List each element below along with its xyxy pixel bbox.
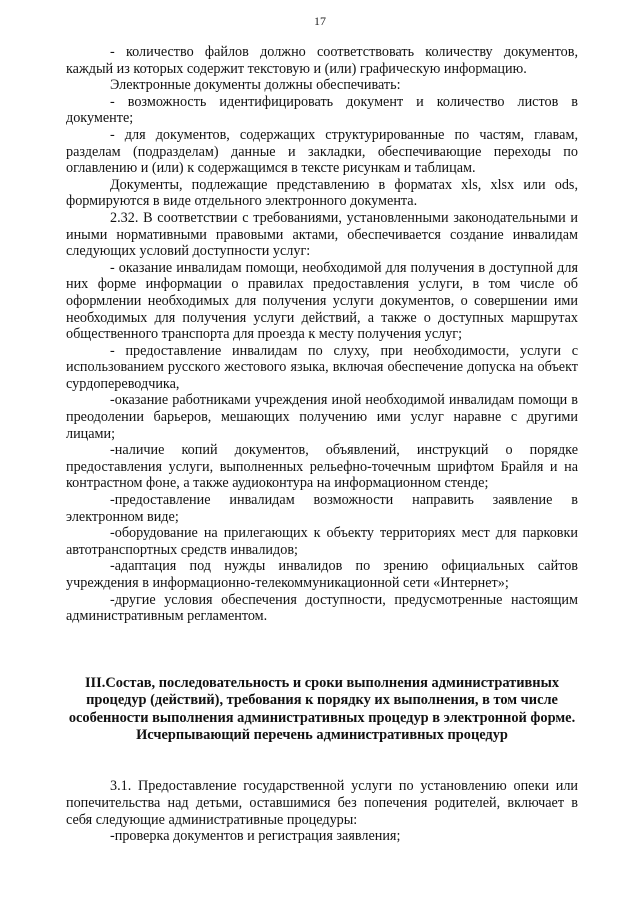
- paragraph-identify-document: - возможность идентифицировать документ и количество листов в документе;: [66, 93, 578, 127]
- list-item-assistance: - оказание инвалидам помощи, необходимой для получения в доступной для них форме информации о правилах предоставления услуги, в том числе об оформлении необходимых для получения услуги документов, о совершении ими необходимых для получения услуги действий, а также о доступных маршрутах общественного транспорта для проезда к месту получения услуг;: [66, 259, 578, 343]
- list-item-staff-help: -оказание работниками учреждения иной необходимой инвалидам помощи в преодолении барьеров, мешающих получению ими услуг наравне с другими лицами;: [66, 392, 578, 442]
- list-item-other-conditions: -другие условия обеспечения доступности, предусмотренные настоящим административным регламентом.: [66, 591, 578, 625]
- list-item-sign-language: - предоставление инвалидам по слуху, при необходимости, услуги с использованием русского жестового языка, включая обеспечение допуска на объект сурдопереводчика,: [66, 342, 578, 392]
- list-item-website-adaptation: -адаптация под нужды инвалидов по зрению официальных сайтов учреждения в информационно-телекоммуникационной сети «Интернет»;: [66, 558, 578, 591]
- page-number: 17: [314, 14, 326, 28]
- paragraph-xls-formats: Документы, подлежащие представлению в форматах xls, xlsx или ods, формируются в виде отдельного электронного документа.: [66, 176, 578, 210]
- paragraph-clause-3-1: 3.1. Предоставление государственной услуги по установлению опеки или попечительства над детьми, оставшимися без попечения родителей, включает в себя следующие административные процедуры:: [66, 778, 578, 828]
- paragraph-clause-2-32: 2.32. В соответствии с требованиями, установленными законодательными и иными нормативными правовыми актами, обеспечивается создание инвалидам следующих условий доступности услуг:: [66, 209, 578, 260]
- list-item-electronic-application: -предоставление инвалидам возможности направить заявление в электронном виде;: [66, 492, 578, 525]
- list-item-parking: -оборудование на прилегающих к объекту территориях мест для парковки автотранспортных средств инвалидов;: [66, 525, 578, 558]
- list-item-braille-copies: -наличие копий документов, объявлений, инструкций о порядке предоставления услуги, выполненных рельефно-точечным шрифтом Брайля и на контрастном фоне, а также аудиоконтура на информационном стенде;: [66, 442, 578, 492]
- paragraph-structured-docs: - для документов, содержащих структурированные по частям, главам, разделам (подразделам) данные и закладки, обеспечивающие переходы по оглавлению и (или) к содержащимся в тексте рисункам и таблицам.: [66, 126, 578, 177]
- paragraph-file-count: - количество файлов должно соответствовать количеству документов, каждый из которых содержит текстовую и (или) графическую информацию.: [66, 44, 578, 77]
- list-item-document-check: -проверка документов и регистрация заявления;: [110, 828, 401, 845]
- section-heading-iii: III.Состав, последовательность и сроки выполнения административных процедур (действий), требования к порядку их выполнения, в том числе особенности выполнения административных процедур в электронной форме. Исчерпывающий перечень административных процедур: [68, 674, 576, 743]
- paragraph-e-docs-intro: Электронные документы должны обеспечивать:: [110, 77, 401, 94]
- document-body: [66, 44, 578, 845]
